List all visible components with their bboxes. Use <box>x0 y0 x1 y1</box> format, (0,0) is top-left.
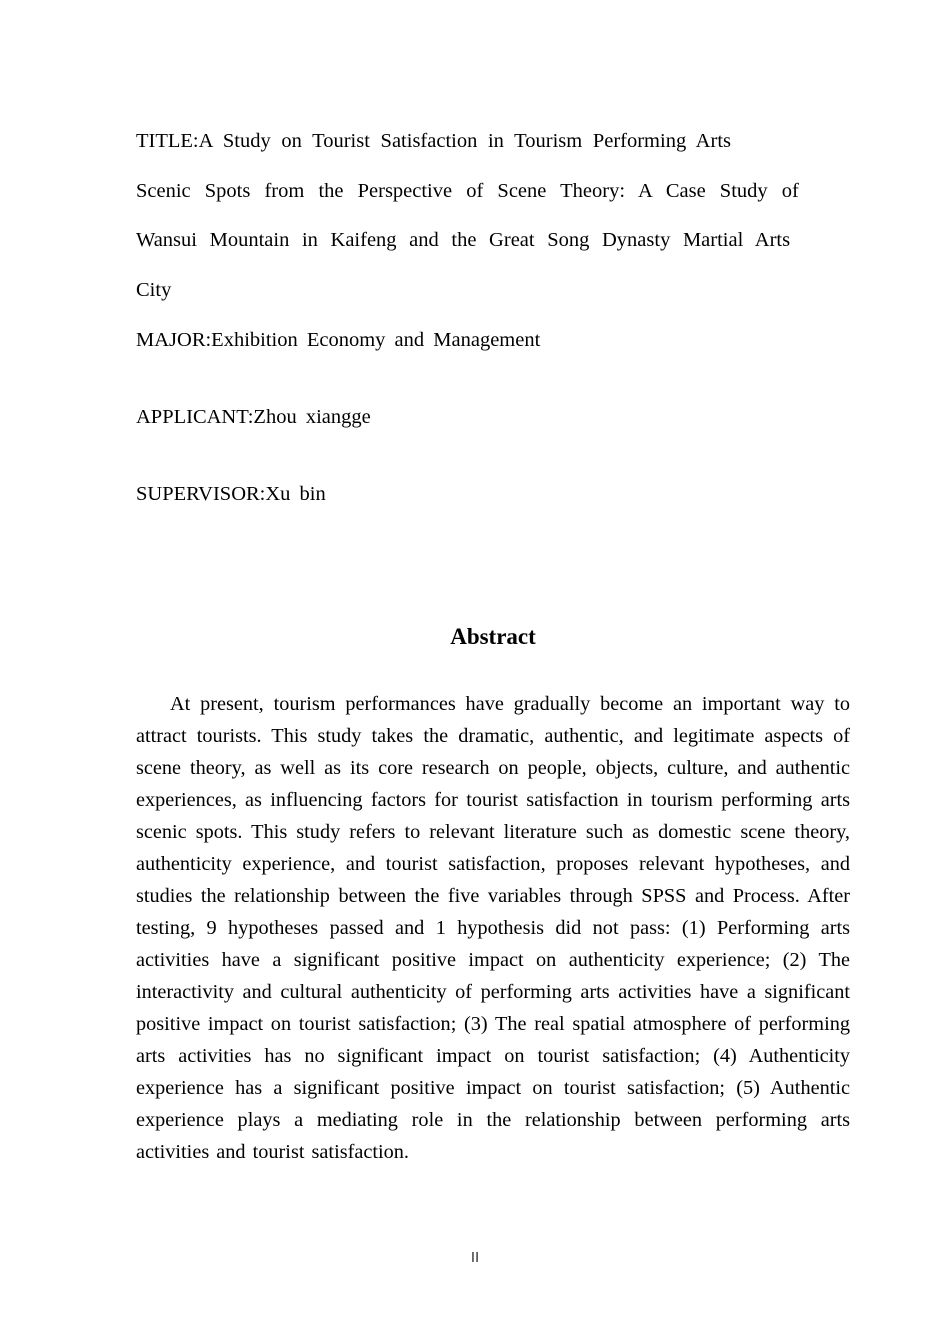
applicant-line: APPLICANT:Zhou xiangge <box>136 406 371 428</box>
title-line-1: TITLE:A Study on Tourist Satisfaction in Tourism Performing Arts <box>136 130 731 152</box>
supervisor-line: SUPERVISOR:Xu bin <box>136 483 326 505</box>
abstract-body: At present, tourism performances have gradually become an important way to attract tourists. This study takes the dramatic, authentic, and legitimate aspects of scene theory, as well as its core research on people, objects, culture, and authentic experiences, as influencing factors for tourist satisfaction in tourism performing arts scenic spots. This study refers to relevant literature such as domestic scene theory, authenticity experience, and tourist satisfaction, proposes relevant hypotheses, and studies the relationship between the five variables through SPSS and Process. After testing, 9 hypotheses passed and 1 hypothesis did not pass: (1) Performing arts activities have a significant positive impact on authenticity experience; (2) The interactivity and cultural authenticity of performing arts activities have a significant positive impact on tourist satisfaction; (3) The real spatial atmosphere of performing arts activities has no significant impact on tourist satisfaction; (4) Authenticity experience has a significant positive impact on tourist satisfaction; (5) Authentic experience plays a mediating role in the relationship between performing arts activities and tourist satisfaction. <box>136 693 850 1163</box>
abstract-heading: Abstract <box>450 624 536 649</box>
title-line-4: City <box>136 279 172 301</box>
title-line-2: Scenic Spots from the Perspective of Scene Theory: A Case Study of <box>136 180 799 202</box>
major-line: MAJOR:Exhibition Economy and Management <box>136 329 541 351</box>
page-number: II <box>470 1249 480 1266</box>
title-line-3: Wansui Mountain in Kaifeng and the Great Song Dynasty Martial Arts <box>136 229 791 251</box>
